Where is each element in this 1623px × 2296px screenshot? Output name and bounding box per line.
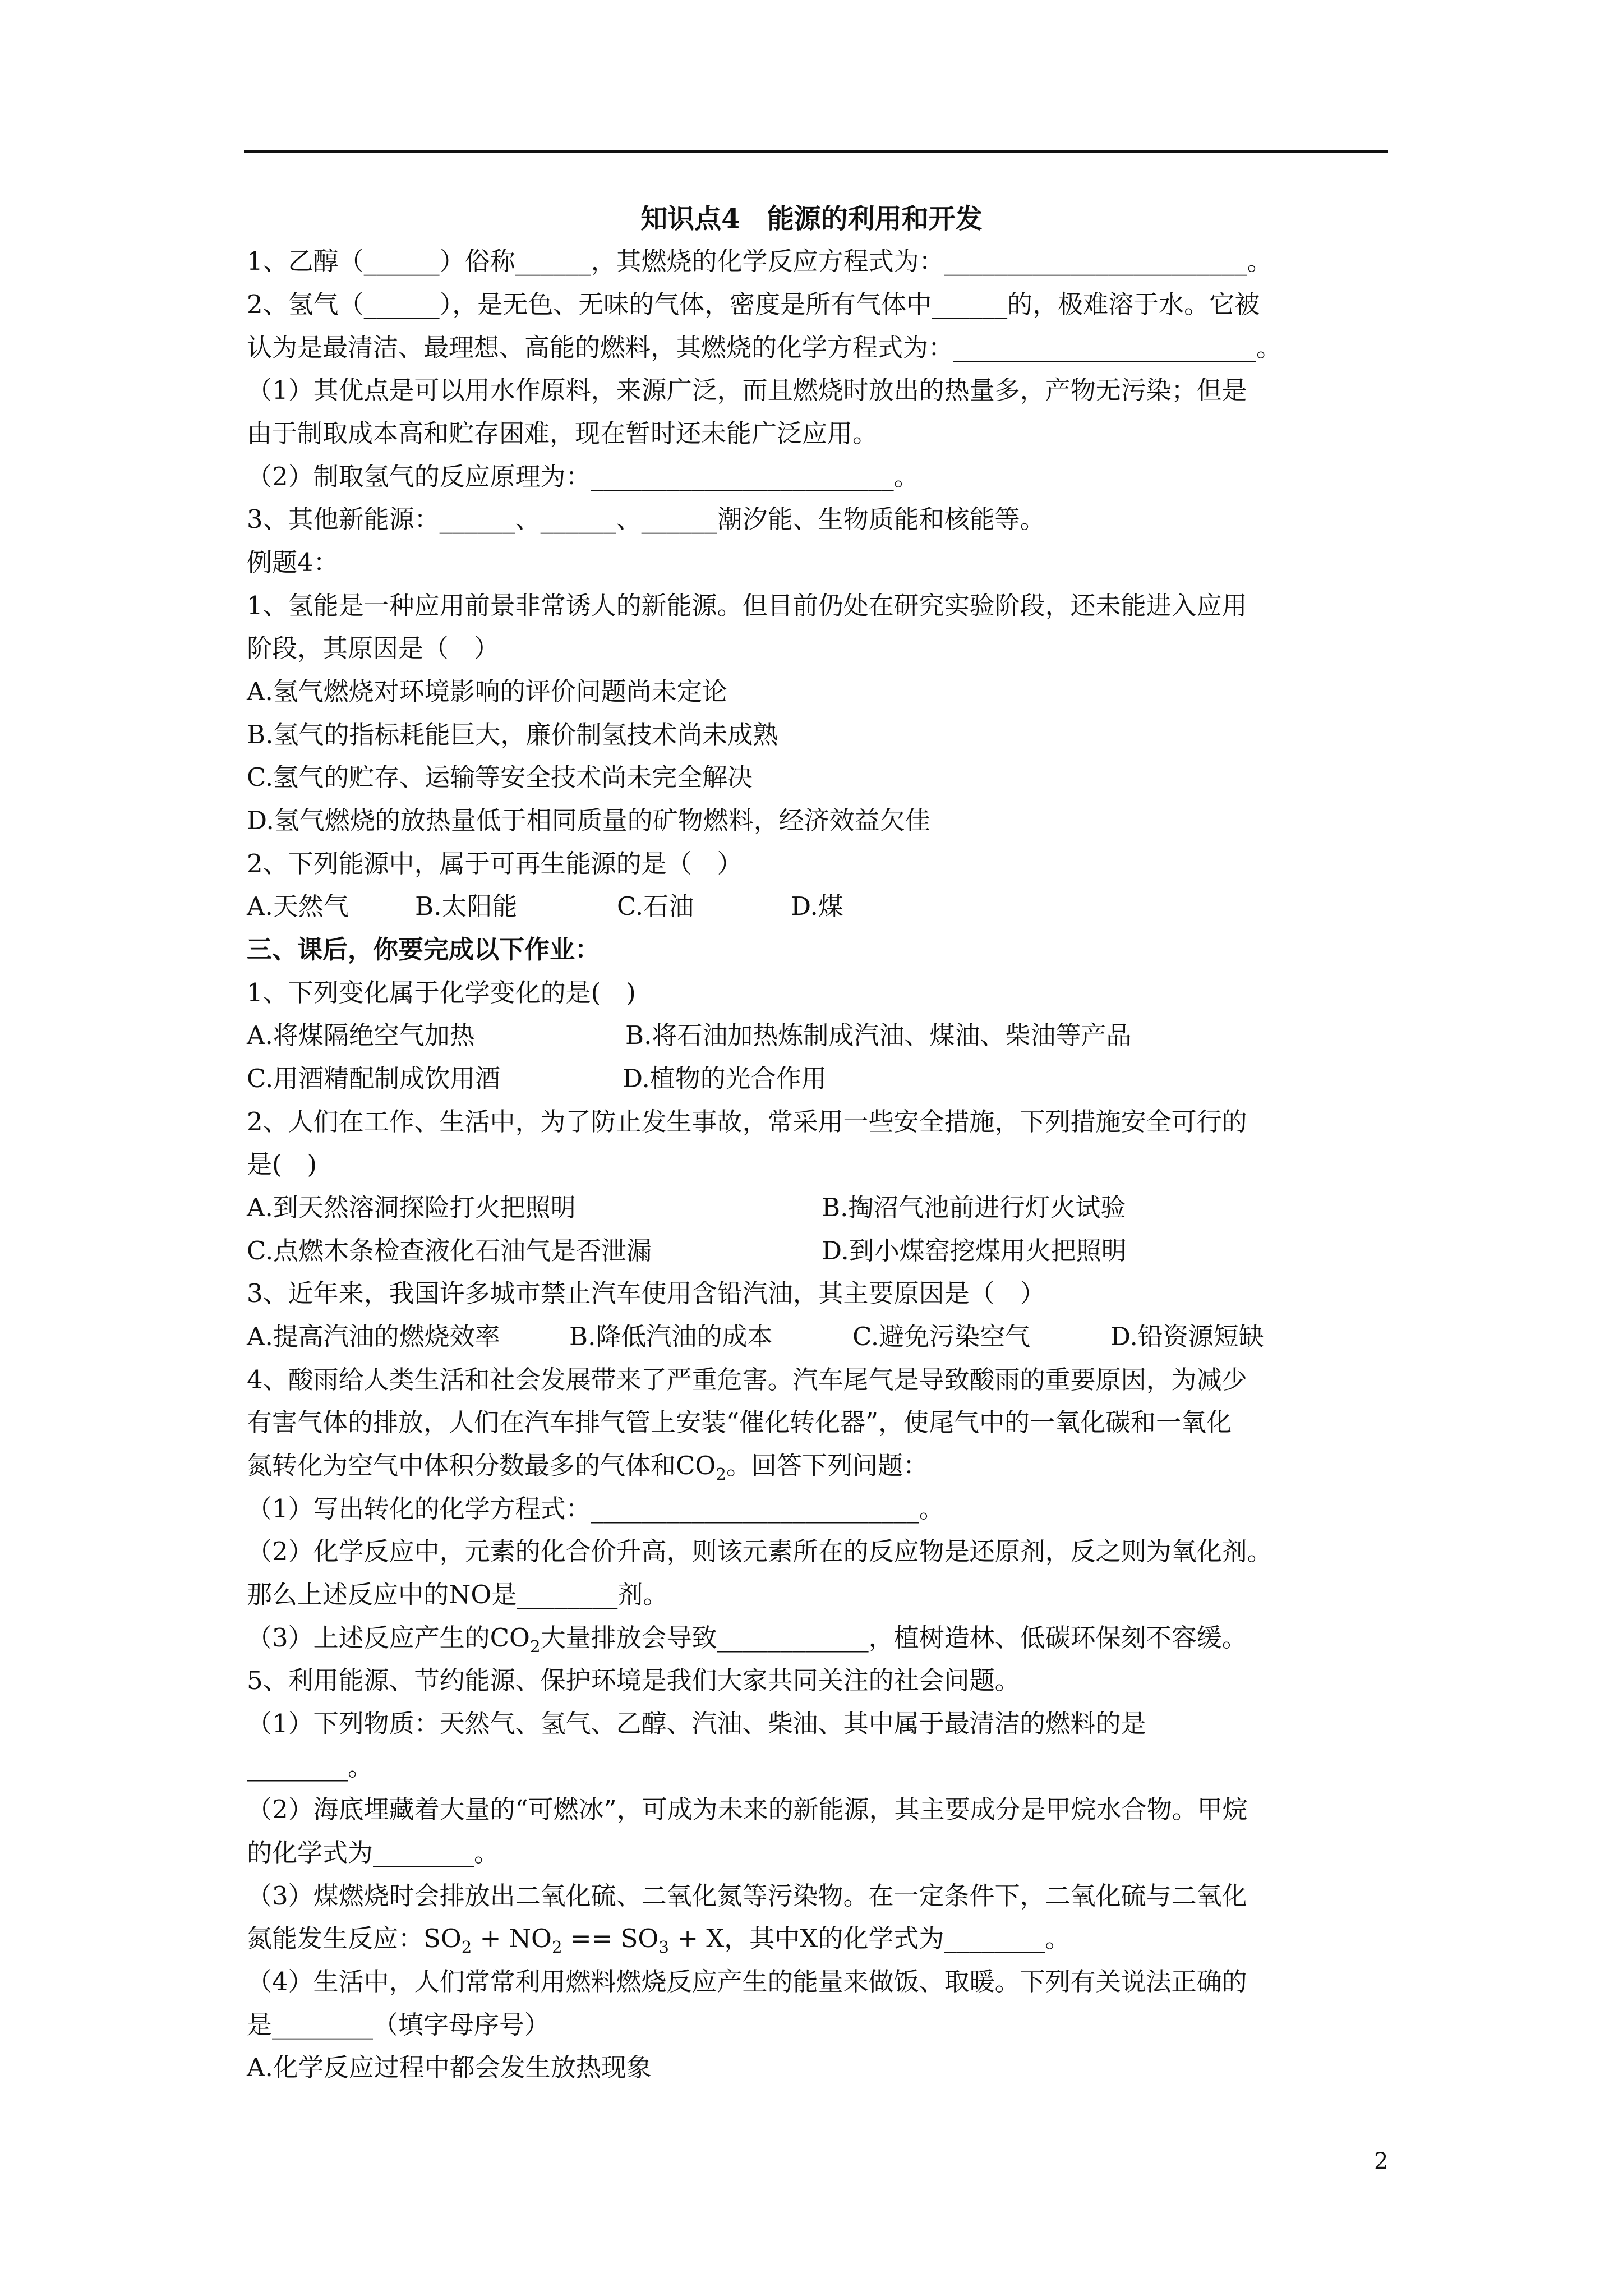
equation-part: + X，其中X的化学式为________。: [668, 1924, 1071, 1953]
example-question-2: 2、下列能源中，属于可再生能源的是（ ）: [247, 849, 743, 878]
homework-question-2-line-2: 是( ): [247, 1149, 317, 1179]
homework-question-1: 1、下列变化属于化学变化的是( ): [247, 978, 636, 1007]
example-q2-option-d: D.煤: [791, 891, 843, 921]
example-q1-option-d: D.氢气燃烧的放热量低于相同质量的矿物燃料，经济效益欠佳: [247, 806, 930, 835]
equation-part: == SO: [562, 1924, 659, 1953]
kp-question-2-line-2: 认为是最清洁、最理想、高能的燃料，其燃烧的化学方程式为：________________________。: [247, 333, 1282, 362]
homework-q5-4-option-a: A.化学反应过程中都会发生放热现象: [247, 2053, 652, 2082]
homework-question-5-part-4-line-2: 是________（填字母序号）: [247, 2010, 550, 2040]
homework-question-5-part-3-line-2: [247, 1917, 1070, 1960]
subscript: 2: [716, 1465, 726, 1484]
homework-question-5-part-4-line-1: （4）生活中，人们常常利用燃料燃烧反应产生的能量来做饭、取暖。下列有关说法正确的: [247, 1967, 1247, 1996]
hw-q3-option-d: D.铅资源短缺: [1110, 1322, 1264, 1351]
homework-question-5-part-1-line-2: ________。: [247, 1752, 374, 1782]
kp-question-2-line-3: （1）其优点是可以用水作原料，来源广泛，而且燃烧时放出的热量多，产物无污染；但是: [247, 375, 1247, 405]
example-q2-option-b: B.太阳能: [415, 891, 518, 921]
q4-3-text-end: 大量排放会导致____________，植树造林、低碳环保刻不容缓。: [540, 1623, 1247, 1653]
kp-question-2-line-5: （2）制取氢气的反应原理为：________________________。: [247, 462, 919, 491]
hw-q1-option-d: D.植物的光合作用: [623, 1064, 827, 1093]
homework-heading: 三、课后，你要完成以下作业：: [247, 935, 601, 964]
example-question-1-line-2: 阶段，其原因是（ ）: [247, 633, 500, 663]
example-q1-option-b: B.氢气的指标耗能巨大，廉价制氢技术尚未成熟: [247, 720, 778, 749]
homework-question-5-part-1-line-1: （1）下列物质：天然气、氢气、乙醇、汽油、柴油、其中属于最清洁的燃料的是: [247, 1709, 1146, 1738]
subscript: 2: [529, 1637, 541, 1656]
homework-question-5-part-2-line-1: （2）海底埋藏着大量的“可燃冰”，可成为未来的新能源，其主要成分是甲烷水合物。甲烷: [247, 1795, 1248, 1824]
hw-q2-option-c: C.点燃木条检查液化石油气是否泄漏: [247, 1236, 652, 1266]
subscript: 3: [658, 1938, 669, 1957]
page-number: 2: [1374, 2148, 1389, 2174]
kp-question-2-line-1: 2、氢气（______），是无色、无味的气体，密度是所有气体中______的，极难溶于水。它被: [247, 289, 1260, 319]
q4-3-text-start: （3）上述反应产生的CO: [247, 1623, 530, 1653]
homework-question-4-line-2: 有害气体的排放，人们在汽车排气管上安装“催化转化器”，使尾气中的一氧化碳和一氧化: [247, 1407, 1232, 1437]
example-heading: 例题4：: [247, 547, 339, 577]
q4-text-start: 氮转化为空气中体积分数最多的气体和CO: [247, 1451, 716, 1480]
homework-question-3: 3、近年来，我国许多城市禁止汽车使用含铅汽油，其主要原因是（ ）: [247, 1278, 1045, 1308]
equation-part: + NO: [472, 1924, 552, 1953]
kp-question-2-line-4: 由于制取成本高和贮存困难，现在暂时还未能广泛应用。: [247, 418, 878, 448]
hw-q3-option-c: C.避免污染空气: [852, 1322, 1031, 1351]
hw-q2-option-a: A.到天然溶洞探险打火把照明: [247, 1193, 576, 1222]
hw-q3-option-b: B.降低汽油的成本: [569, 1322, 773, 1351]
example-q2-option-c: C.石油: [617, 891, 694, 921]
hw-q1-option-c: C.用酒精配制成饮用酒: [247, 1064, 501, 1093]
kp-question-3: 3、其他新能源：______、______、______潮汐能、生物质能和核能等。: [247, 504, 1045, 534]
top-rule: [244, 150, 1388, 153]
hw-q2-option-d: D.到小煤窑挖煤用火把照明: [822, 1236, 1127, 1266]
q4-text-end: 。回答下列问题：: [726, 1451, 928, 1480]
equation-part: 氮能发生反应：SO: [247, 1924, 462, 1953]
hw-q3-option-a: A.提高汽油的燃烧效率: [247, 1322, 500, 1351]
homework-question-4-part-2-line-2: 那么上述反应中的NO是________剂。: [247, 1580, 668, 1609]
homework-question-5-part-3-line-1: （3）煤燃烧时会排放出二氧化硫、二氧化氮等污染物。在一定条件下，二氧化硫与二氧化: [247, 1881, 1247, 1911]
subscript: 2: [461, 1938, 472, 1957]
hw-q1-option-b: B.将石油加热炼制成汽油、煤油、柴油等产品: [625, 1020, 1132, 1050]
section-title: 知识点4 能源的利用和开发: [640, 203, 983, 234]
homework-question-5-part-2-line-2: 的化学式为________。: [247, 1838, 500, 1867]
example-question-1-line-1: 1、氢能是一种应用前景非常诱人的新能源。但目前仍处在研究实验阶段，还未能进入应用: [247, 591, 1247, 620]
example-q1-option-c: C.氢气的贮存、运输等安全技术尚未完全解决: [247, 762, 753, 792]
hw-q1-option-a: A.将煤隔绝空气加热: [247, 1020, 475, 1050]
example-q2-option-a: A.天然气: [247, 891, 349, 921]
homework-question-4-part-3: [247, 1617, 1247, 1659]
example-q1-option-a: A.氢气燃烧对环境影响的评价问题尚未定论: [247, 677, 727, 706]
homework-question-4-part-1: （1）写出转化的化学方程式：__________________________。: [247, 1494, 944, 1524]
homework-question-4-line-3: [247, 1444, 928, 1487]
homework-question-4-part-2-line-1: （2）化学反应中，元素的化合价升高，则该元素所在的反应物是还原剂，反之则为氧化剂。: [247, 1536, 1272, 1566]
kp-question-1: 1、乙醇（______）俗称______，其燃烧的化学反应方程式为：________________________。: [247, 246, 1272, 276]
homework-question-5: 5、利用能源、节约能源、保护环境是我们大家共同关注的社会问题。: [247, 1665, 1020, 1695]
homework-question-2-line-1: 2、人们在工作、生活中，为了防止发生事故，常采用一些安全措施，下列措施安全可行的: [247, 1107, 1247, 1137]
subscript: 2: [551, 1938, 562, 1957]
homework-question-4-line-1: 4、酸雨给人类生活和社会发展带来了严重危害。汽车尾气是导致酸雨的重要原因，为减少: [247, 1365, 1247, 1395]
hw-q2-option-b: B.掏沼气池前进行灯火试验: [822, 1193, 1126, 1222]
